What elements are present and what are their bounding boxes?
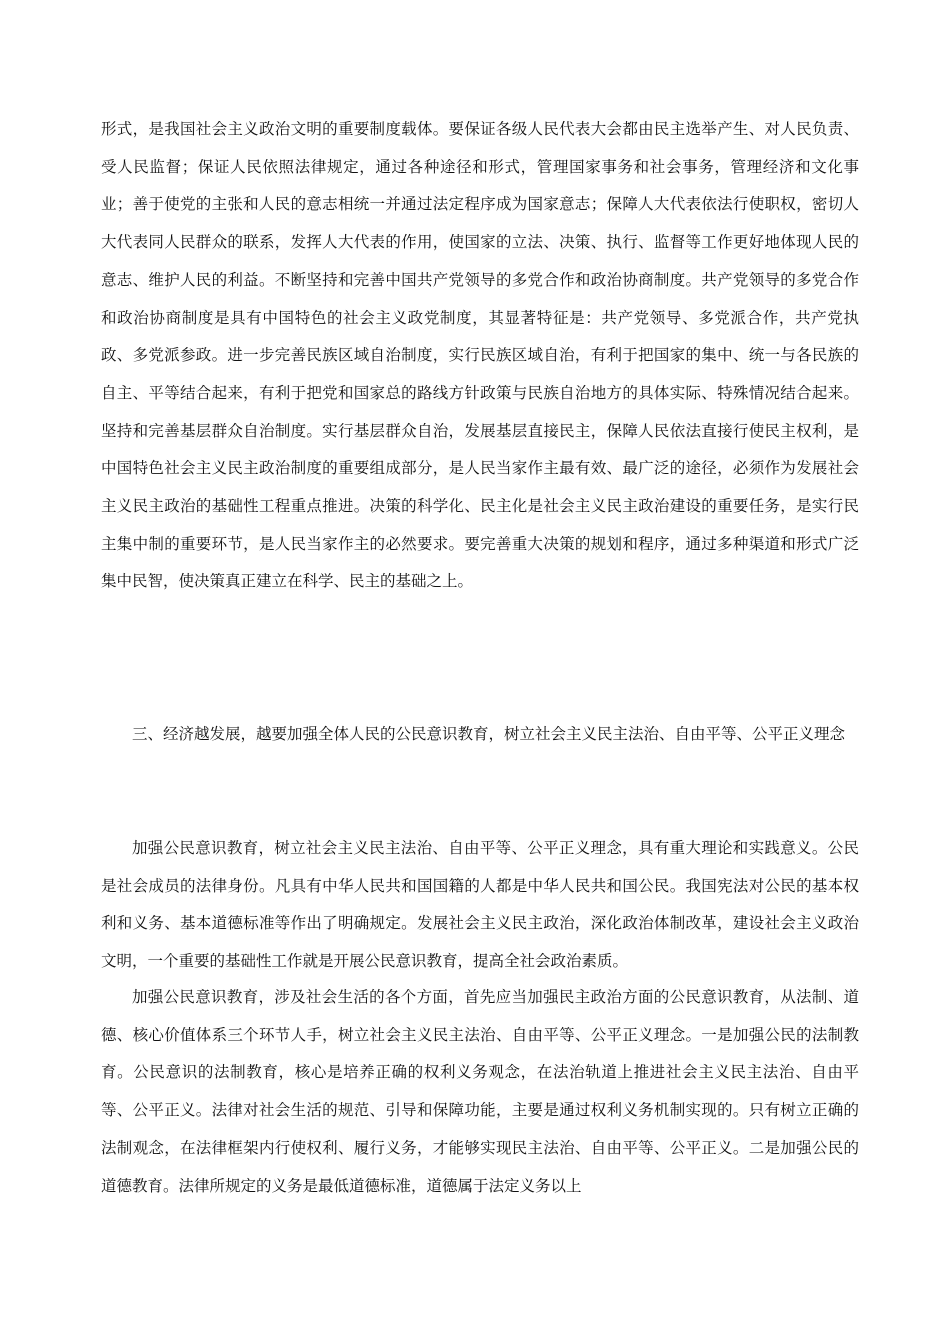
- section-heading: 三、经济越发展，越要加强全体人民的公民意识教育，树立社会主义民主法治、自由平等、公平正义理念: [132, 725, 846, 743]
- body-paragraph: 加强公民意识教育，涉及社会生活的各个方面，首先应当加强民主政治方面的公民意识教育，从法制、道德、核心价值体系三个环节人手，树立社会主义民主法治、自由平等、公平正义理念。一是加强公民的法制教育。公民意识的法制教育，核心是培养正确的权利义务观念，在法治轨道上推进社会主义民主法治、自由平等、公平正义。法律对社会生活的规范、引导和保障功能，主要是通过权利义务机制实现的。只有树立正确的法制观念，在法律框架内行使权利、履行义务，才能够实现民主法治、自由平等、公平正义。二是加强公民的道德教育。法律所规定的义务是最低道德标准，道德属于法定义务以上: [101, 988, 859, 1195]
- body-paragraph-continued: 形式，是我国社会主义政治文明的重要制度载体。要保证各级人民代表大会都由民主选举产生、对人民负责、受人民监督；保证人民依照法律规定，通过各种途径和形式，管理国家事务和社会事务，管理经济和文化事业；善于使党的主张和人民的意志相统一并通过法定程序成为国家意志；保障人大代表依法行使职权，密切人大代表同人民群众的联系，发挥人大代表的作用，使国家的立法、决策、执行、监督等工作更好地体现人民的意志、维护人民的利益。不断坚持和完善中国共产党领导的多党合作和政治协商制度。共产党领导的多党合作和政治协商制度是具有中国特色的社会主义政党制度，其显著特征是：共产党领导、多党派合作，共产党执政、多党派参政。进一步完善民族区域自治制度，实行民族区域自治，有利于把国家的集中、统一与各民族的自主、平等结合起来，有利于把党和国家总的路线方针政策与民族自治地方的具体实际、特殊情况结合起来。坚持和完善基层群众自治制度。实行基层群众自治，发展基层直接民主，保障人民依法直接行使民主权利，是中国特色社会主义民主政治制度的重要组成部分，是人民当家作主最有效、最广泛的途径，必须作为发展社会主义民主政治的基础性工程重点推进。决策的科学化、民主化是社会主义民主政治建设的重要任务，是实行民主集中制的重要环节，是人民当家作主的必然要求。要完善重大决策的规划和程序，通过多种渠道和形式广泛集中民智，使决策真正建立在科学、民主的基础之上。: [101, 120, 859, 591]
- body-paragraph: 加强公民意识教育，树立社会主义民主法治、自由平等、公平正义理念，具有重大理论和实践意义。公民是社会成员的法律身份。凡具有中华人民共和国国籍的人都是中华人民共和国公民。我国宪法对公民的基本权利和义务、基本道德标准等作出了明确规定。发展社会主义民主政治，深化政治体制改革，建设社会主义政治文明，一个重要的基础性工作就是开展公民意识教育，提高全社会政治素质。: [101, 839, 859, 971]
